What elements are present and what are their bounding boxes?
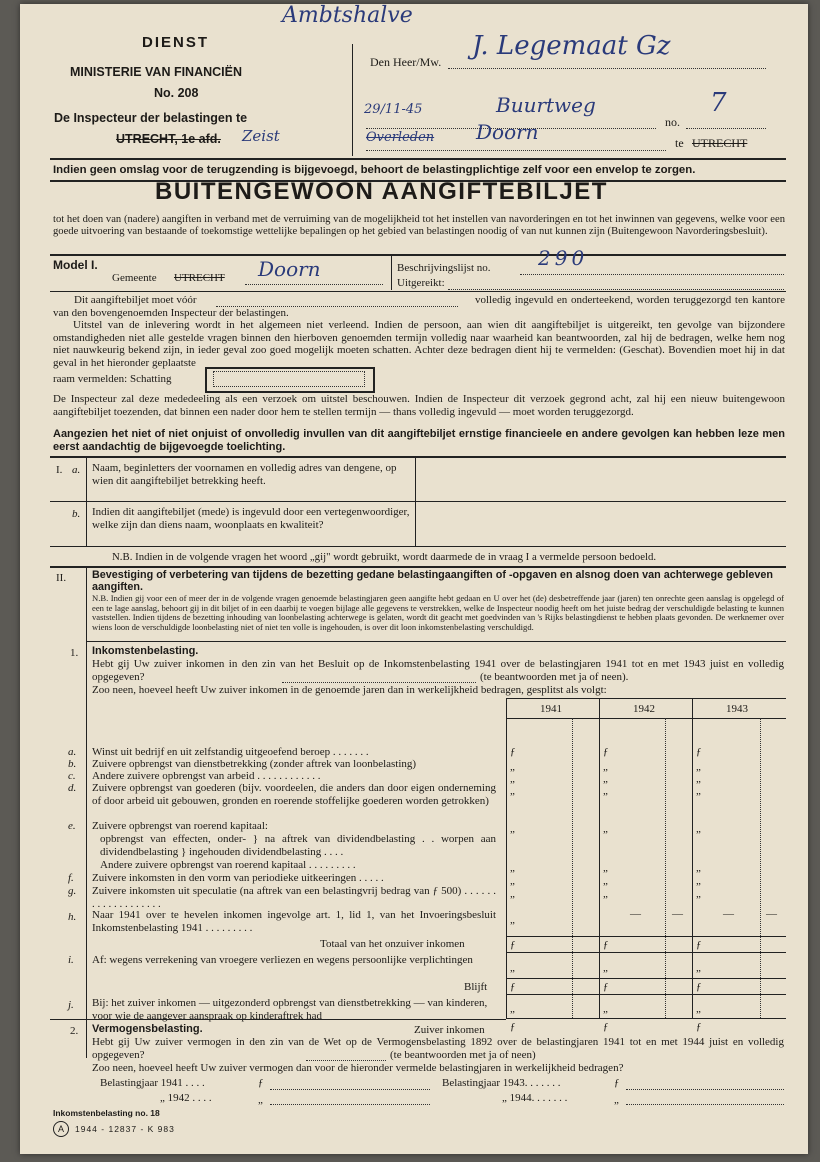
row-label-a: a. <box>68 746 77 758</box>
q2-heading: Vermogensbelasting. <box>92 1023 203 1035</box>
florin-1941-blijft: ƒ <box>510 981 516 993</box>
dash-1943-h-cents: — <box>766 908 777 920</box>
row-text-a: Winst uit bedrijf en uit zelfstandig uitgeoefend beroep . . . . . . . <box>92 746 369 758</box>
year-1941: 1941 <box>540 703 562 715</box>
warning-text: Aangezien het niet of niet onjuist of onvolledig invullen van dit aangiftebiljet ernstige financieele en andere gevolgen kan hebben leze men eerst aandachtig de bijgevoegde toelichting. <box>53 428 785 453</box>
q2-florin-1943: ƒ <box>614 1077 620 1089</box>
row-label-e: e. <box>68 820 76 832</box>
ditto-1942-i: „ <box>603 962 608 974</box>
row-label-h: h. <box>68 911 77 923</box>
ditto-1942-e: „ <box>603 823 608 835</box>
ditto-1943-f: „ <box>696 875 701 887</box>
row-text-g: Zuivere inkomsten uit speculatie (na aftrek van een belastingvrij bedrag van ƒ 500) . . . . . . . . . . . . . . . . . . . <box>92 885 496 910</box>
deadline-text: Dit aangiftebiljet moet vóór <box>74 294 197 306</box>
row-label-i: i. <box>68 954 74 966</box>
printed-city: UTRECHT <box>692 136 748 150</box>
uitgereikt-label: Uitgereikt: <box>397 277 445 289</box>
name-address-field[interactable] <box>420 462 784 500</box>
florin-1943-a: ƒ <box>696 746 702 758</box>
totaal-label: Totaal van het onzuiver inkomen <box>320 938 465 950</box>
deadline-text-cont: volledig ingevuld en onderteekend, worden teruggezorgd ten kantore van den bovengenoemden Inspecteur der belastingen. <box>53 294 785 319</box>
row-label-f: f. <box>68 872 74 884</box>
form-intro: tot het doen van (nadere) aangiften in verband met de verruiming van de mogelijkheid tot het instellen van navorderingen en tot het inwinnen van gegevens, welke voor een goede uitvoering van bestaande of toekomstige wettelijke bepalingen op het gebied van belastingen noodig of van nut kunnen zijn (Buitengewoon Navorderingsbesluit). <box>53 214 785 237</box>
q1-heading: Inkomstenbelasting. <box>92 645 199 657</box>
q2-florin-1941: ƒ <box>258 1077 264 1089</box>
q2-ditto-1944: „ <box>614 1094 619 1106</box>
florin-1943-zuiver: ƒ <box>696 1021 702 1033</box>
q2-question: Hebt gij Uw zuiver vermogen in den zin van de Wet op de Vermogensbelasting 1892 over de belastingjaren 1941 tot en met 1944 juist en volledig opgegeven? <box>92 1036 784 1061</box>
inspector-note: De Inspecteur zal deze mededeeling als een verzoek om uitstel beschouwen. Indien de Inspecteur dit verzoek gegrond acht, zal hij een nieuw buitengewoon aangiftebiljet toezenden, dat binnen een nader door hem te stellen termijn — thans volledig ingevuld — moet worden teruggezorgd. <box>53 393 785 418</box>
blijft-label: Blijft <box>464 981 488 993</box>
q1-split: Zoo neen, hoeveel heeft Uw zuiver inkomen in de genoemde jaren dan in werkelijkheid bedragen, gesplitst als volgt: <box>92 684 607 696</box>
q2-year-1943: Belastingjaar 1943. . . . . . . <box>442 1077 561 1089</box>
zuiver-inkomen-label: Zuiver inkomen <box>414 1024 485 1036</box>
row-text-e-other: Andere zuivere opbrengst van roerend kapitaal . . . . . . . . . <box>100 859 356 871</box>
recipient-label: Den Heer/Mw. <box>370 55 442 69</box>
handwritten-date: 29/11-45 <box>364 102 423 117</box>
inspector-label: De Inspecteur der belastingen te <box>54 111 248 125</box>
beschrijvingslijst-label: Beschrijvingslijst no. <box>397 262 491 274</box>
form-title: BUITENGEWOON AANGIFTEBILJET <box>155 178 608 205</box>
handwritten-name: J. Legemaat Gz <box>472 31 671 61</box>
beschrijvingslijst-value: 290 <box>538 246 589 270</box>
extension-text: Uitstel van de inlevering wordt in het algemeen niet verleend. Indien de persoon, aan wien dit aangiftebiljet is uitgereikt, ten gevolge van bijzondere omstandigheden niet alle gestelde vragen binnen den hierboven genoemden termijn volledig naar waarheid kan beantwoorden, zal hij de bedragen, welke hem nog niet nauwkeurig bekend zijn, in ieder geval zoo goed mogelijk moeten schatten. Achter deze bedragen dient hij te vermelden: (Geschat). Bovendien moet hij in dat geval in het hieronder geplaatste <box>53 319 785 369</box>
florin-1943-total: ƒ <box>696 939 702 951</box>
ditto-1943-d: „ <box>696 785 701 797</box>
row-text-e-effects: opbrengst van effecten, onder- } na aftrek van dividendbelasting . . worpen aan dividendbelasting } ingehouden dividendbelasting . . . . <box>100 833 496 858</box>
ditto-1943-g: „ <box>696 888 701 900</box>
florin-1942-blijft: ƒ <box>603 981 609 993</box>
ditto-1941-e: „ <box>510 823 515 835</box>
q2-question-tail: (te beantwoorden met ja of neen) <box>390 1049 536 1061</box>
ditto-1942-c: „ <box>603 773 608 785</box>
dash-1943-h: — <box>723 908 734 920</box>
ditto-1943-c: „ <box>696 773 701 785</box>
ditto-1941-j: „ <box>510 1003 515 1015</box>
handwritten-street: Buurtweg <box>496 93 596 117</box>
gemeente-label: Gemeente <box>112 272 157 284</box>
estimate-label: raam vermelden: Schatting <box>53 373 172 385</box>
dienst-label: DIENST <box>142 34 210 51</box>
model-label: Model I. <box>53 258 98 272</box>
q2-year-1942: „ 1942 . . . . <box>160 1092 212 1104</box>
ditto-1943-b: „ <box>696 761 701 773</box>
estimate-box-inner <box>213 371 365 387</box>
florin-1942-zuiver: ƒ <box>603 1021 609 1033</box>
ditto-1941-d: „ <box>510 785 515 797</box>
q2-year-1941: Belastingjaar 1941 . . . . <box>100 1077 205 1089</box>
handwritten-office: Zeist <box>242 127 280 145</box>
dash-1942-h: — <box>630 908 641 920</box>
ditto-1943-e: „ <box>696 823 701 835</box>
section-i-b-label: b. <box>72 508 81 520</box>
ditto-1942-d: „ <box>603 785 608 797</box>
handwritten-city: Doorn <box>476 120 539 144</box>
row-text-d: Zuivere opbrengst van goederen (bijv. voordeelen, die anders dan door eigen onderneming of door arbeid uit gebouwen, gronden en roerende stoffelijke goederen worden getrokken) <box>92 782 496 807</box>
gemeente-handwritten: Doorn <box>258 257 321 281</box>
section-i-a-text: Naam, beginletters der voornamen en volledig adres van dengene, op wien dit aangiftebiljet betrekking heeft. <box>92 462 397 487</box>
q2-ditto-1942: „ <box>258 1094 263 1106</box>
ditto-1941-b: „ <box>510 761 515 773</box>
section-ii-number: II. <box>56 572 67 584</box>
q1-question: Hebt gij Uw zuiver inkomen in den zin van het Besluit op de Inkomstenbelasting 1941 over de belastingjaren 1941 tot en met 1943 juist en volledig opgegeven? <box>92 658 784 683</box>
section-i-nb: N.B. Indien in de volgende vragen het woord „gij" wordt gebruikt, wordt daarmede de in vraag I a vermelde persoon bedoeld. <box>112 551 657 563</box>
ditto-1941-g: „ <box>510 888 515 900</box>
year-1943: 1943 <box>726 703 748 715</box>
handwritten-ambtshalve: Ambtshalve <box>282 4 413 28</box>
printer-mark: A <box>53 1121 69 1137</box>
representative-field[interactable] <box>420 504 784 544</box>
ditto-1941-c: „ <box>510 773 515 785</box>
row-label-c: c. <box>68 770 76 782</box>
row-text-h: Naar 1941 over te hevelen inkomen ingevolge art. 1, lid 1, van het Invoeringsbesluit Inkomstenbelasting 1941 . . . . . . . . . <box>92 909 496 934</box>
section-ii-heading: Bevestiging of verbetering van tijdens de bezetting gedane belastingaangiften of -opgaven en alsnog doen van achterwege gebleven aangiften. <box>92 569 773 593</box>
row-text-b: Zuivere opbrengst van dienstbetrekking (zonder aftrek van loonbelasting) <box>92 758 417 770</box>
ditto-1942-e2: „ <box>603 862 608 874</box>
florin-1943-blijft: ƒ <box>696 981 702 993</box>
row-label-g: g. <box>68 885 77 897</box>
section-i-number: I. <box>56 464 63 476</box>
envelope-notice: Indien geen omslag voor de terugzending is bijgevoegd, behoort de belastingplichtige zelf voor een envelop te zorgen. <box>53 164 696 176</box>
row-label-j: j. <box>68 999 74 1011</box>
q2-year-1944: „ 1944. . . . . . . <box>502 1092 568 1104</box>
ditto-1943-e2: „ <box>696 862 701 874</box>
row-label-d: d. <box>68 782 77 794</box>
tax-form-page <box>20 4 808 1154</box>
ministry-label: MINISTERIE VAN FINANCIËN <box>70 65 242 79</box>
q2-split: Zoo neen, hoeveel heeft Uw zuiver vermogen dan voor de hieronder vermelde belastingjaren in werkelijkheid bedragen? <box>92 1062 624 1074</box>
form-number: No. 208 <box>154 86 199 100</box>
ditto-1942-g: „ <box>603 888 608 900</box>
ditto-1941-f: „ <box>510 875 515 887</box>
city-label: te <box>675 136 684 150</box>
ditto-1943-i: „ <box>696 962 701 974</box>
florin-1941-zuiver: ƒ <box>510 1021 516 1033</box>
row-text-i: Af: wegens verrekening van vroegere verliezen en wegens persoonlijke verplichtingen <box>92 954 473 966</box>
section-i-b-text: Indien dit aangiftebiljet (mede) is ingevuld door een vertegenwoordiger, welke zijn dan diens naam, woonplaats en kwaliteit? <box>92 506 410 531</box>
section-i-a-label: a. <box>72 464 81 476</box>
ditto-1942-j: „ <box>603 1003 608 1015</box>
office-city: UTRECHT, 1e afd. <box>116 132 221 146</box>
q1-question-tail: (te beantwoorden met ja of neen). <box>480 671 629 683</box>
ditto-1941-h: „ <box>510 914 515 926</box>
florin-1941-total: ƒ <box>510 939 516 951</box>
section-ii-nb: N.B. Indien gij voor een of meer der in de volgende vragen genoemde belastingjaren geen aangifte hebt gedaan en U over het (de) desbetreffende jaar (jaren) ten onrechte geen aanslag is opgelegd of een te lage aanslag, behoort gij in dit biljet of in een daarbij te voegen bijlage alle gegevens te verstrekken, welke de Inspecteur noodig heeft om het juiste bedrag der verschuldigde belasting te kunnen vaststellen. Indien tijdens de bezetting inhouding van loonbelasting achterwege is gelaten, wordt dit geacht met goedvinden van 's Rijks belastingdienst te hebben plaats gevonden. De werknemer over wiens loon de verschuldigde loonbelasting niet of niet ten volle is ingehouden, is over dit loon inkomstenbelasting verschuldigd. <box>92 593 784 632</box>
ditto-1941-i: „ <box>510 962 515 974</box>
house-number-label: no. <box>665 115 680 129</box>
ditto-1942-b: „ <box>603 761 608 773</box>
handwritten-crossed-overleden: Overleden <box>366 130 435 145</box>
footer-form-code: Inkomstenbelasting no. 18 <box>53 1108 160 1118</box>
florin-1941-a: ƒ <box>510 746 516 758</box>
florin-1942-a: ƒ <box>603 746 609 758</box>
gemeente-printed: UTRECHT <box>174 272 225 284</box>
q2-number: 2. <box>70 1025 79 1037</box>
ditto-1942-f: „ <box>603 875 608 887</box>
row-label-b: b. <box>68 758 77 770</box>
ditto-1941-e2: „ <box>510 862 515 874</box>
row-text-e: Zuivere opbrengst van roerend kapitaal: <box>92 820 268 832</box>
florin-1942-total: ƒ <box>603 939 609 951</box>
ditto-1943-j: „ <box>696 1003 701 1015</box>
dash-1942-h-cents: — <box>672 908 683 920</box>
row-text-c: Andere zuivere opbrengst van arbeid . . . . . . . . . . . . <box>92 770 321 782</box>
row-text-j: Bij: het zuiver inkomen — uitgezonderd opbrengst van dienstbetrekking — van kinderen, voor wie de aangever aanspraak op kinderaftrek had <box>92 997 488 1022</box>
year-1942: 1942 <box>633 703 655 715</box>
row-text-f: Zuivere inkomsten in den vorm van periodieke uitkeeringen . . . . . <box>92 872 384 884</box>
handwritten-house-number: 7 <box>710 88 727 118</box>
print-info: 1944 - 12837 - K 983 <box>75 1124 175 1134</box>
q1-number: 1. <box>70 647 79 659</box>
